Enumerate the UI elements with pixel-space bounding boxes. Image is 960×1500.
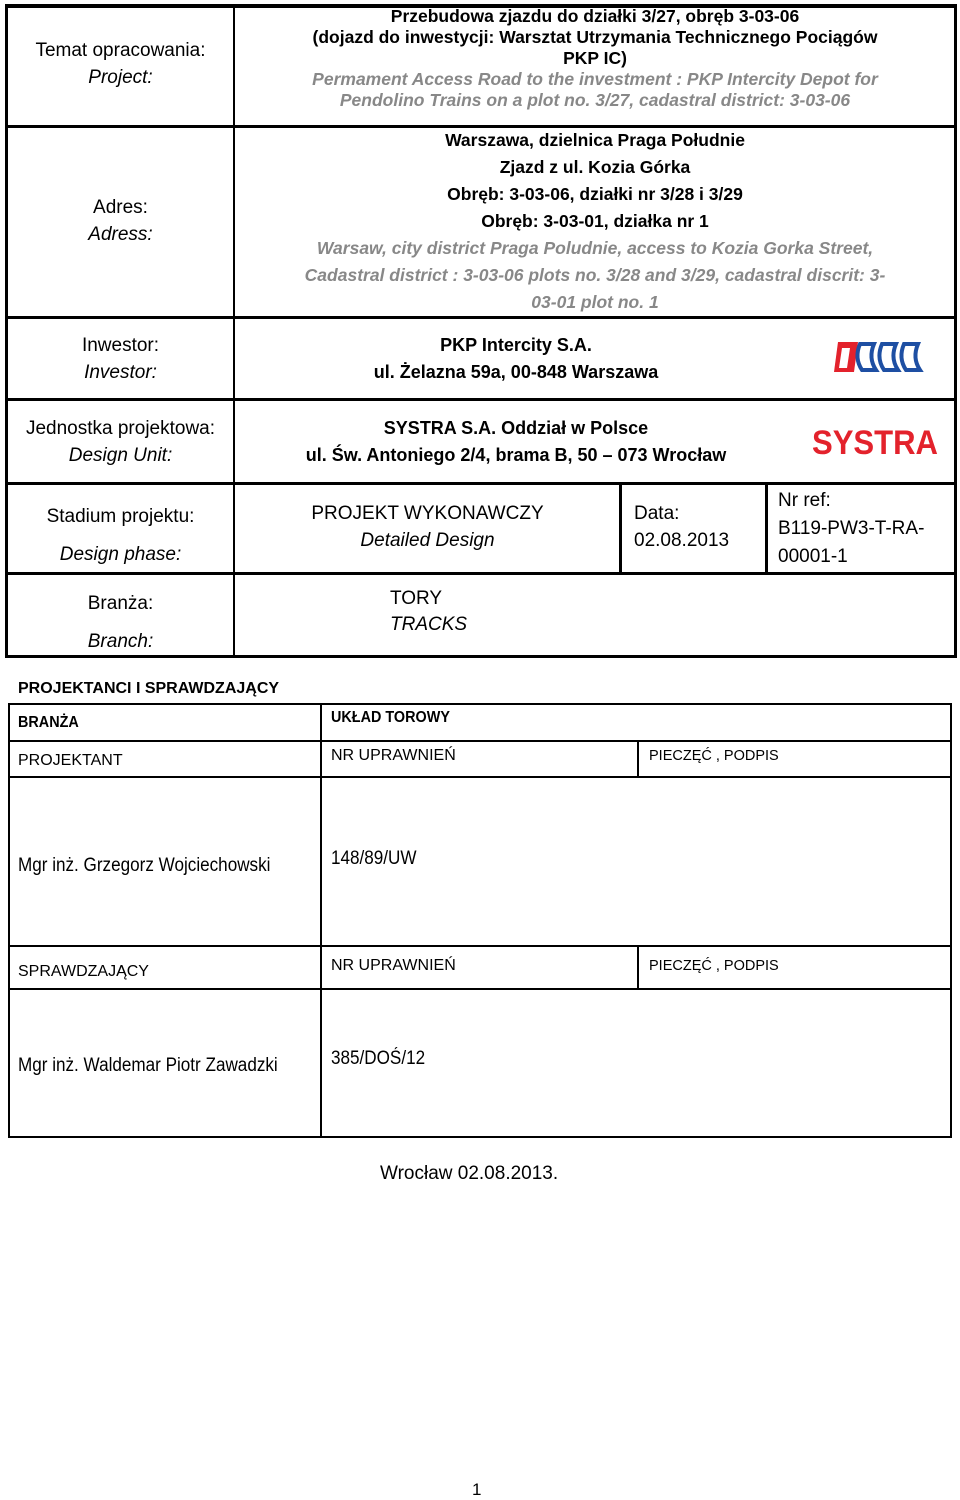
investor-block bbox=[236, 332, 796, 386]
stage-value-en: Detailed Design bbox=[360, 530, 495, 551]
date-label: Data: bbox=[634, 503, 680, 524]
address-en-1: Warsaw, city district Praga Poludnie, access to Kozia Gorka Street, bbox=[316, 238, 874, 258]
checker-label: SPRAWDZAJĄCY bbox=[18, 963, 149, 980]
systra-logo bbox=[812, 424, 940, 460]
designer-stamp-label: PIECZĘĆ , PODPIS bbox=[649, 748, 779, 764]
stage-ref bbox=[778, 487, 956, 571]
branch-value bbox=[390, 586, 690, 638]
branch-label-pl: Branża: bbox=[87, 593, 154, 614]
design-unit-label-pl: Jednostka projektowa: bbox=[25, 418, 216, 439]
address-line-4: Obręb: 3-03-01, działka nr 1 bbox=[481, 211, 709, 231]
stage-value bbox=[236, 500, 619, 554]
investor-label-en: Investor: bbox=[84, 362, 157, 383]
address-en-3: 03-01 plot no. 1 bbox=[531, 292, 659, 312]
ref-label: Nr ref: bbox=[778, 490, 831, 511]
branch-header-label: BRANŻA bbox=[18, 714, 79, 731]
branch-value-en: TRACKS bbox=[390, 614, 468, 635]
pkp-intercity-logo bbox=[828, 334, 928, 378]
checker-stamp-label: PIECZĘĆ , PODPIS bbox=[649, 958, 779, 974]
address-block bbox=[236, 127, 954, 316]
project-label-pl: Temat opracowania: bbox=[35, 40, 206, 61]
design-unit-name: SYSTRA S.A. Oddział w Polsce bbox=[383, 418, 649, 438]
checker-license: 385/DOŚ/12 bbox=[331, 1048, 426, 1069]
date-value: 02.08.2013 bbox=[634, 530, 730, 551]
branch-label bbox=[8, 585, 233, 661]
project-title-pl-1: Przebudowa zjazdu do działki 3/27, obręb 3-03-06 bbox=[390, 6, 800, 26]
designer-license-label: NR UPRAWNIEŃ bbox=[331, 747, 456, 764]
ref-value-1: B119-PW3-T-RA- bbox=[778, 518, 925, 539]
investor-label bbox=[8, 332, 233, 386]
project-title-pl-3: PKP IC) bbox=[563, 48, 627, 68]
page-number: 1 bbox=[472, 1480, 482, 1499]
investor-label-pl: Inwestor: bbox=[81, 335, 160, 356]
checker-name: Mgr inż. Waldemar Piotr Zawadzki bbox=[18, 1055, 278, 1076]
stage-date bbox=[634, 500, 762, 554]
systra-logo-text: SYSTRA bbox=[812, 424, 938, 460]
branch-value-pl: TORY bbox=[390, 588, 443, 609]
investor-address: ul. Żelazna 59a, 00-848 Warszawa bbox=[373, 362, 659, 382]
project-title bbox=[236, 6, 954, 111]
project-title-en-1: Permament Access Road to the investment : PKP Intercity Depot for bbox=[312, 69, 878, 89]
design-unit-address: ul. Św. Antoniego 2/4, brama B, 50 – 073 Wrocław bbox=[305, 445, 727, 465]
stage-label-en: Design phase: bbox=[59, 544, 182, 565]
designer-license: 148/89/UW bbox=[331, 848, 417, 869]
branch-label-en: Branch: bbox=[87, 631, 154, 652]
address-line-2: Zjazd z ul. Kozia Górka bbox=[499, 157, 691, 177]
project-title-pl-2: (dojazd do inwestycji: Warsztat Utrzymania Technicznego Pociągów bbox=[312, 27, 878, 47]
project-label-en: Project: bbox=[88, 67, 153, 88]
address-en-2: Cadastral district : 3-03-06 plots no. 3/28 and 3/29, cadastral discrit: 3- bbox=[304, 265, 886, 285]
checker-license-label: NR UPRAWNIEŃ bbox=[331, 957, 456, 974]
address-line-1: Warszawa, dzielnica Praga Południe bbox=[445, 130, 745, 150]
address-label-en: Adress: bbox=[88, 224, 153, 245]
address-label bbox=[8, 194, 233, 248]
designers-heading: PROJEKTANCI I SPRAWDZAJĄCY bbox=[18, 680, 280, 697]
design-unit-label bbox=[8, 415, 233, 469]
stage-label bbox=[8, 498, 233, 574]
design-unit-label-en: Design Unit: bbox=[68, 445, 173, 466]
ref-value-2: 00001-1 bbox=[778, 546, 848, 567]
designer-label: PROJEKTANT bbox=[18, 752, 123, 769]
designer-name: Mgr inż. Grzegorz Wojciechowski bbox=[18, 855, 271, 876]
investor-name: PKP Intercity S.A. bbox=[440, 335, 592, 355]
address-label-pl: Adres: bbox=[93, 197, 148, 218]
address-line-3: Obręb: 3-03-06, działki nr 3/28 i 3/29 bbox=[447, 184, 743, 204]
branch-header-value: UKŁAD TOROWY bbox=[331, 709, 450, 726]
stage-label-pl: Stadium projektu: bbox=[46, 506, 195, 527]
design-unit-block bbox=[236, 415, 796, 469]
place-date: Wrocław 02.08.2013. bbox=[380, 1163, 559, 1184]
project-title-en-2: Pendolino Trains on a plot no. 3/27, cadastral district: 3-03-06 bbox=[339, 90, 851, 110]
stage-value-pl: PROJEKT WYKONAWCZY bbox=[311, 503, 544, 524]
project-label bbox=[8, 37, 233, 91]
